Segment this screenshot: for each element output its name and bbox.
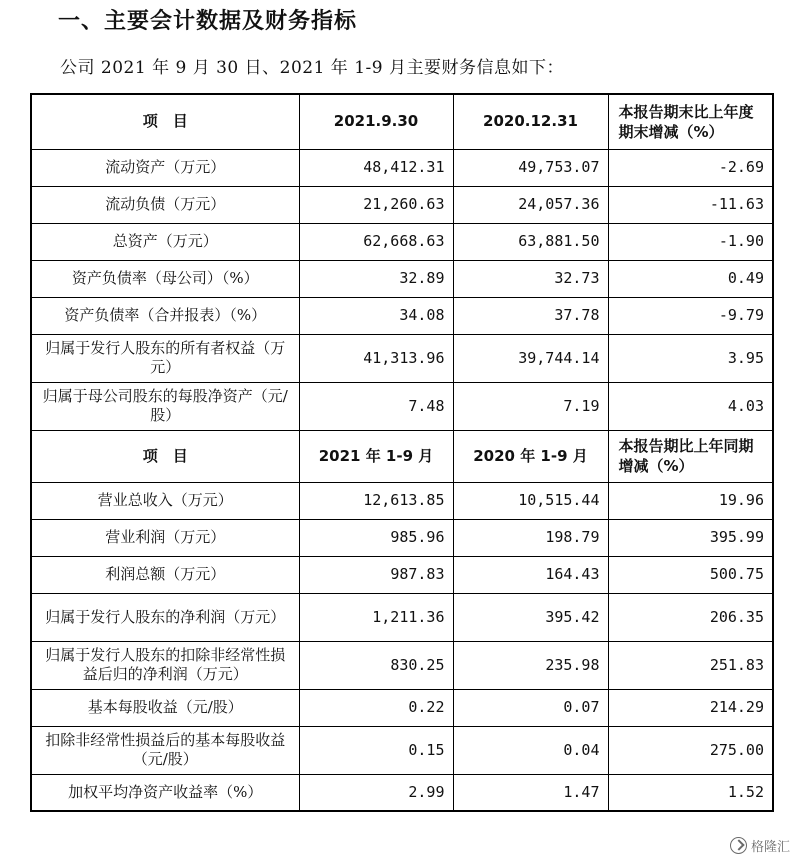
value-change: 0.49 <box>608 260 773 297</box>
table-row <box>31 726 773 774</box>
financial-table <box>30 93 774 812</box>
value-prior: 198.79 <box>453 519 608 556</box>
value-current: 32.89 <box>299 260 453 297</box>
row-label: 基本每股收益（元/股） <box>31 689 299 726</box>
row-label: 资产负债率（母公司）（%） <box>31 260 299 297</box>
income-header-row <box>31 430 773 482</box>
value-prior: 24,057.36 <box>453 186 608 223</box>
header-period-prior: 2020.12.31 <box>453 94 608 149</box>
value-change: 251.83 <box>608 641 773 689</box>
row-label: 归属于发行人股东的净利润（万元） <box>31 593 299 641</box>
table-row <box>31 689 773 726</box>
value-current: 7.48 <box>299 382 453 430</box>
value-current: 34.08 <box>299 297 453 334</box>
value-change: 500.75 <box>608 556 773 593</box>
value-current: 12,613.85 <box>299 482 453 519</box>
value-change: 1.52 <box>608 774 773 811</box>
value-current: 2.99 <box>299 774 453 811</box>
value-prior: 63,881.50 <box>453 223 608 260</box>
table-row <box>31 382 773 430</box>
value-prior: 10,515.44 <box>453 482 608 519</box>
table-row <box>31 641 773 689</box>
value-current: 48,412.31 <box>299 149 453 186</box>
watermark-text: 格隆汇 <box>750 840 790 855</box>
value-change: -9.79 <box>608 297 773 334</box>
table-row <box>31 556 773 593</box>
header-item: 项 目 <box>31 94 299 149</box>
value-current: 1,211.36 <box>299 593 453 641</box>
table-row <box>31 186 773 223</box>
row-label: 加权平均净资产收益率（%） <box>31 774 299 811</box>
value-current: 41,313.96 <box>299 334 453 382</box>
row-label: 归属于发行人股东的扣除非经常性损益后归的净利润（万元） <box>31 641 299 689</box>
row-label: 扣除非经常性损益后的基本每股收益（元/股） <box>31 726 299 774</box>
watermark-logo-icon <box>730 837 747 854</box>
value-prior: 7.19 <box>453 382 608 430</box>
table-row <box>31 774 773 811</box>
value-current: 830.25 <box>299 641 453 689</box>
value-prior: 0.07 <box>453 689 608 726</box>
value-change: -2.69 <box>608 149 773 186</box>
row-label: 资产负债率（合并报表）（%） <box>31 297 299 334</box>
value-prior: 49,753.07 <box>453 149 608 186</box>
table-row <box>31 334 773 382</box>
value-current: 62,668.63 <box>299 223 453 260</box>
header-period-prior: 2020 年 1-9 月 <box>453 430 608 482</box>
value-current: 987.83 <box>299 556 453 593</box>
value-prior: 0.04 <box>453 726 608 774</box>
header-change: 本报告期比上年同期增减（%） <box>608 430 773 482</box>
header-period-current: 2021.9.30 <box>299 94 453 149</box>
value-prior: 39,744.14 <box>453 334 608 382</box>
value-change: 214.29 <box>608 689 773 726</box>
section-heading: 一、主要会计数据及财务指标 <box>58 9 358 34</box>
table-row <box>31 297 773 334</box>
value-change: 3.95 <box>608 334 773 382</box>
table-row <box>31 519 773 556</box>
value-current: 0.15 <box>299 726 453 774</box>
balance-header-row <box>31 94 773 149</box>
row-label: 营业总收入（万元） <box>31 482 299 519</box>
watermark <box>730 836 790 855</box>
header-change: 本报告期末比上年度期末增减（%） <box>608 94 773 149</box>
value-prior: 395.42 <box>453 593 608 641</box>
table-row <box>31 149 773 186</box>
row-label: 流动负债（万元） <box>31 186 299 223</box>
header-period-current: 2021 年 1-9 月 <box>299 430 453 482</box>
value-prior: 164.43 <box>453 556 608 593</box>
table-row <box>31 260 773 297</box>
row-label: 归属于发行人股东的所有者权益（万元） <box>31 334 299 382</box>
value-change: 206.35 <box>608 593 773 641</box>
table-row <box>31 223 773 260</box>
value-change: 19.96 <box>608 482 773 519</box>
table-row <box>31 593 773 641</box>
value-prior: 235.98 <box>453 641 608 689</box>
value-prior: 37.78 <box>453 297 608 334</box>
table-row <box>31 482 773 519</box>
header-item: 项 目 <box>31 430 299 482</box>
value-change: -1.90 <box>608 223 773 260</box>
value-current: 0.22 <box>299 689 453 726</box>
row-label: 总资产（万元） <box>31 223 299 260</box>
value-change: 395.99 <box>608 519 773 556</box>
row-label: 流动资产（万元） <box>31 149 299 186</box>
value-change: 275.00 <box>608 726 773 774</box>
value-prior: 1.47 <box>453 774 608 811</box>
row-label: 归属于母公司股东的每股净资产（元/股） <box>31 382 299 430</box>
value-change: -11.63 <box>608 186 773 223</box>
value-current: 21,260.63 <box>299 186 453 223</box>
row-label: 利润总额（万元） <box>31 556 299 593</box>
row-label: 营业利润（万元） <box>31 519 299 556</box>
intro-text: 公司 2021 年 9 月 30 日、2021 年 1-9 月主要财务信息如下： <box>60 58 564 78</box>
value-change: 4.03 <box>608 382 773 430</box>
value-current: 985.96 <box>299 519 453 556</box>
value-prior: 32.73 <box>453 260 608 297</box>
